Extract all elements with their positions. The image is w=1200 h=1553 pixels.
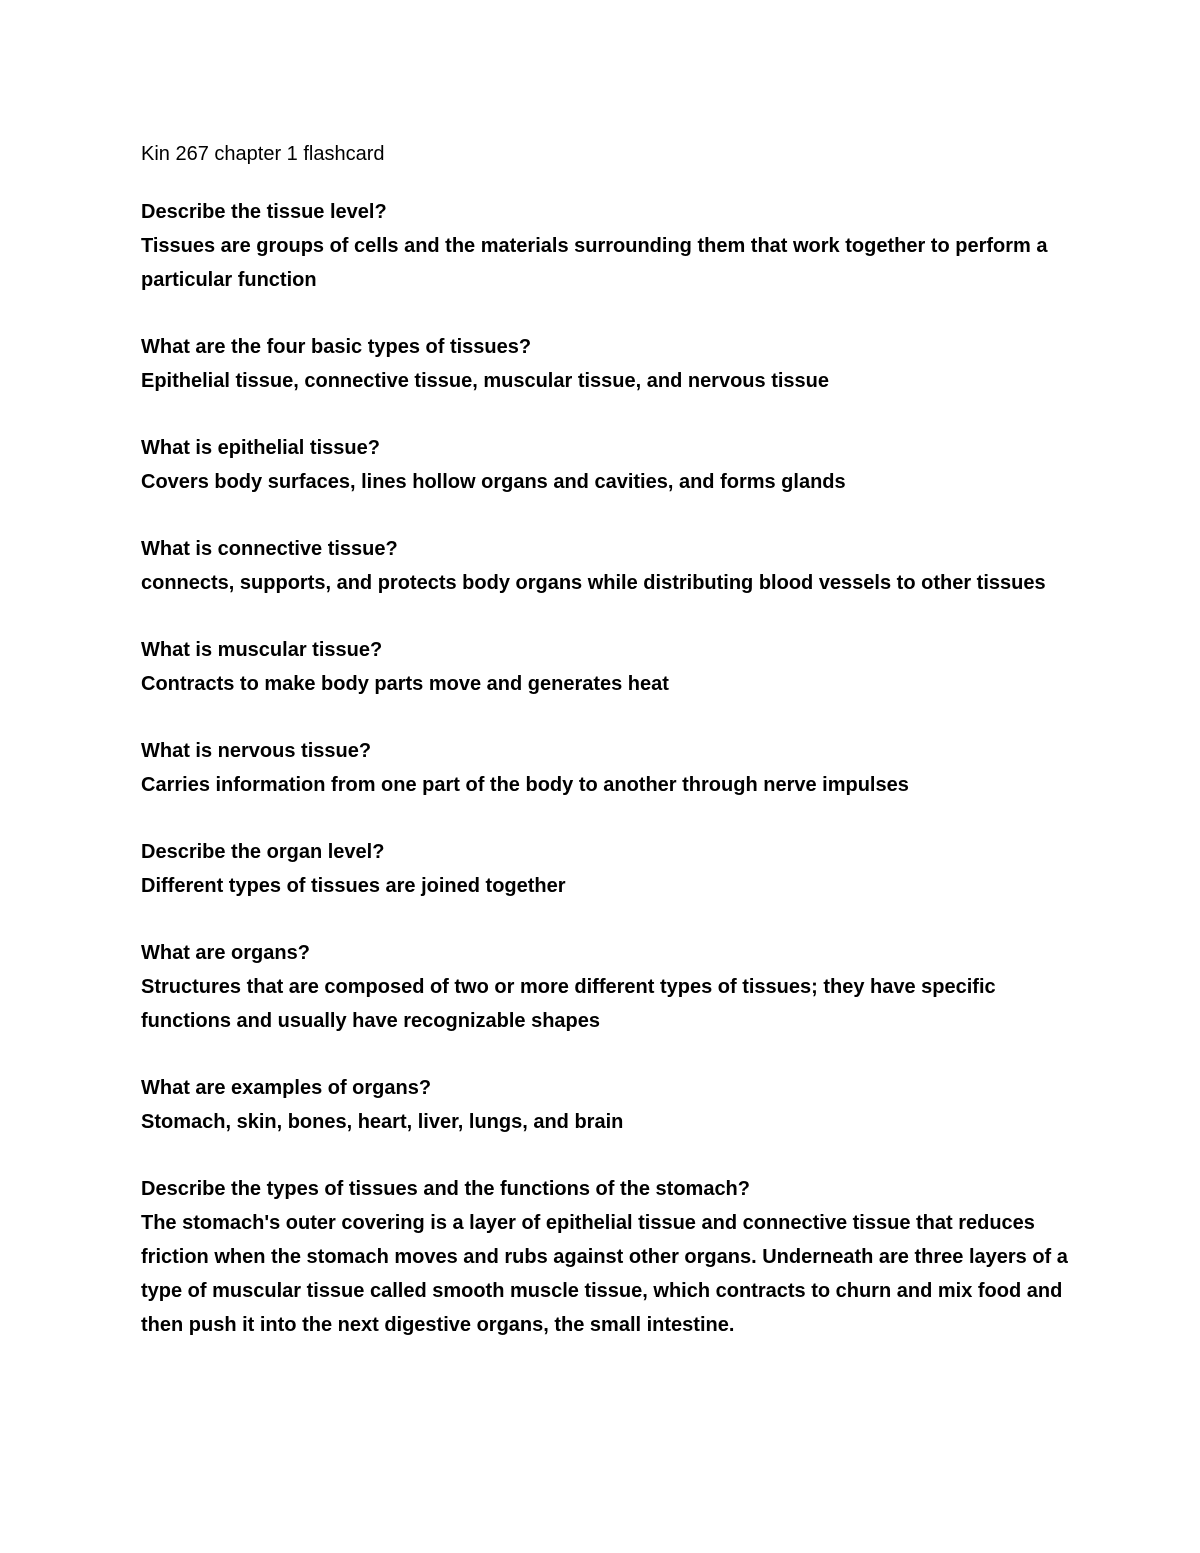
- card-answer: Structures that are composed of two or more different types of tissues; they have specific functions and usually have recognizable shapes: [141, 976, 996, 1032]
- flashcard-2: [141, 330, 1081, 398]
- card-question: Describe the organ level?: [141, 841, 385, 863]
- card-answer: connects, supports, and protects body organs while distributing blood vessels to other tissues: [141, 572, 1046, 594]
- flashcard-4: [141, 532, 1081, 600]
- card-question: What is nervous tissue?: [141, 740, 372, 762]
- card-question: What is connective tissue?: [141, 538, 398, 560]
- card-answer: Different types of tissues are joined together: [141, 875, 566, 897]
- card-answer: Covers body surfaces, lines hollow organs and cavities, and forms glands: [141, 471, 846, 493]
- card-answer: Stomach, skin, bones, heart, liver, lungs, and brain: [141, 1111, 624, 1133]
- card-answer: Tissues are groups of cells and the materials surrounding them that work together to perform a particular function: [141, 235, 1048, 291]
- card-question: Describe the tissue level?: [141, 201, 387, 223]
- card-question: What are organs?: [141, 942, 310, 964]
- document-page: [141, 137, 1081, 1375]
- flashcard-7: [141, 835, 1081, 903]
- card-question: What are the four basic types of tissues?: [141, 336, 532, 358]
- flashcard-1: [141, 195, 1081, 297]
- flashcard-9: [141, 1071, 1081, 1139]
- card-answer: The stomach's outer covering is a layer of epithelial tissue and connective tissue that reduces friction when the stomach moves and rubs against other organs. Underneath are three layers of a type of muscular tissue called smooth muscle tissue, which contracts to churn and mix food and then push it into the next digestive organs, the small intestine.: [141, 1212, 1068, 1336]
- card-question: What are examples of organs?: [141, 1077, 432, 1099]
- flashcard-6: [141, 734, 1081, 802]
- card-question: Describe the types of tissues and the functions of the stomach?: [141, 1178, 750, 1200]
- card-answer: Epithelial tissue, connective tissue, muscular tissue, and nervous tissue: [141, 370, 830, 392]
- flashcard-8: [141, 936, 1081, 1038]
- flashcard-3: [141, 431, 1081, 499]
- card-question: What is muscular tissue?: [141, 639, 383, 661]
- card-question: What is epithelial tissue?: [141, 437, 380, 459]
- document-title: Kin 267 chapter 1 flashcard: [141, 143, 385, 165]
- flashcard-10: [141, 1172, 1081, 1342]
- flashcard-5: [141, 633, 1081, 701]
- card-answer: Carries information from one part of the body to another through nerve impulses: [141, 774, 909, 796]
- card-answer: Contracts to make body parts move and generates heat: [141, 673, 669, 695]
